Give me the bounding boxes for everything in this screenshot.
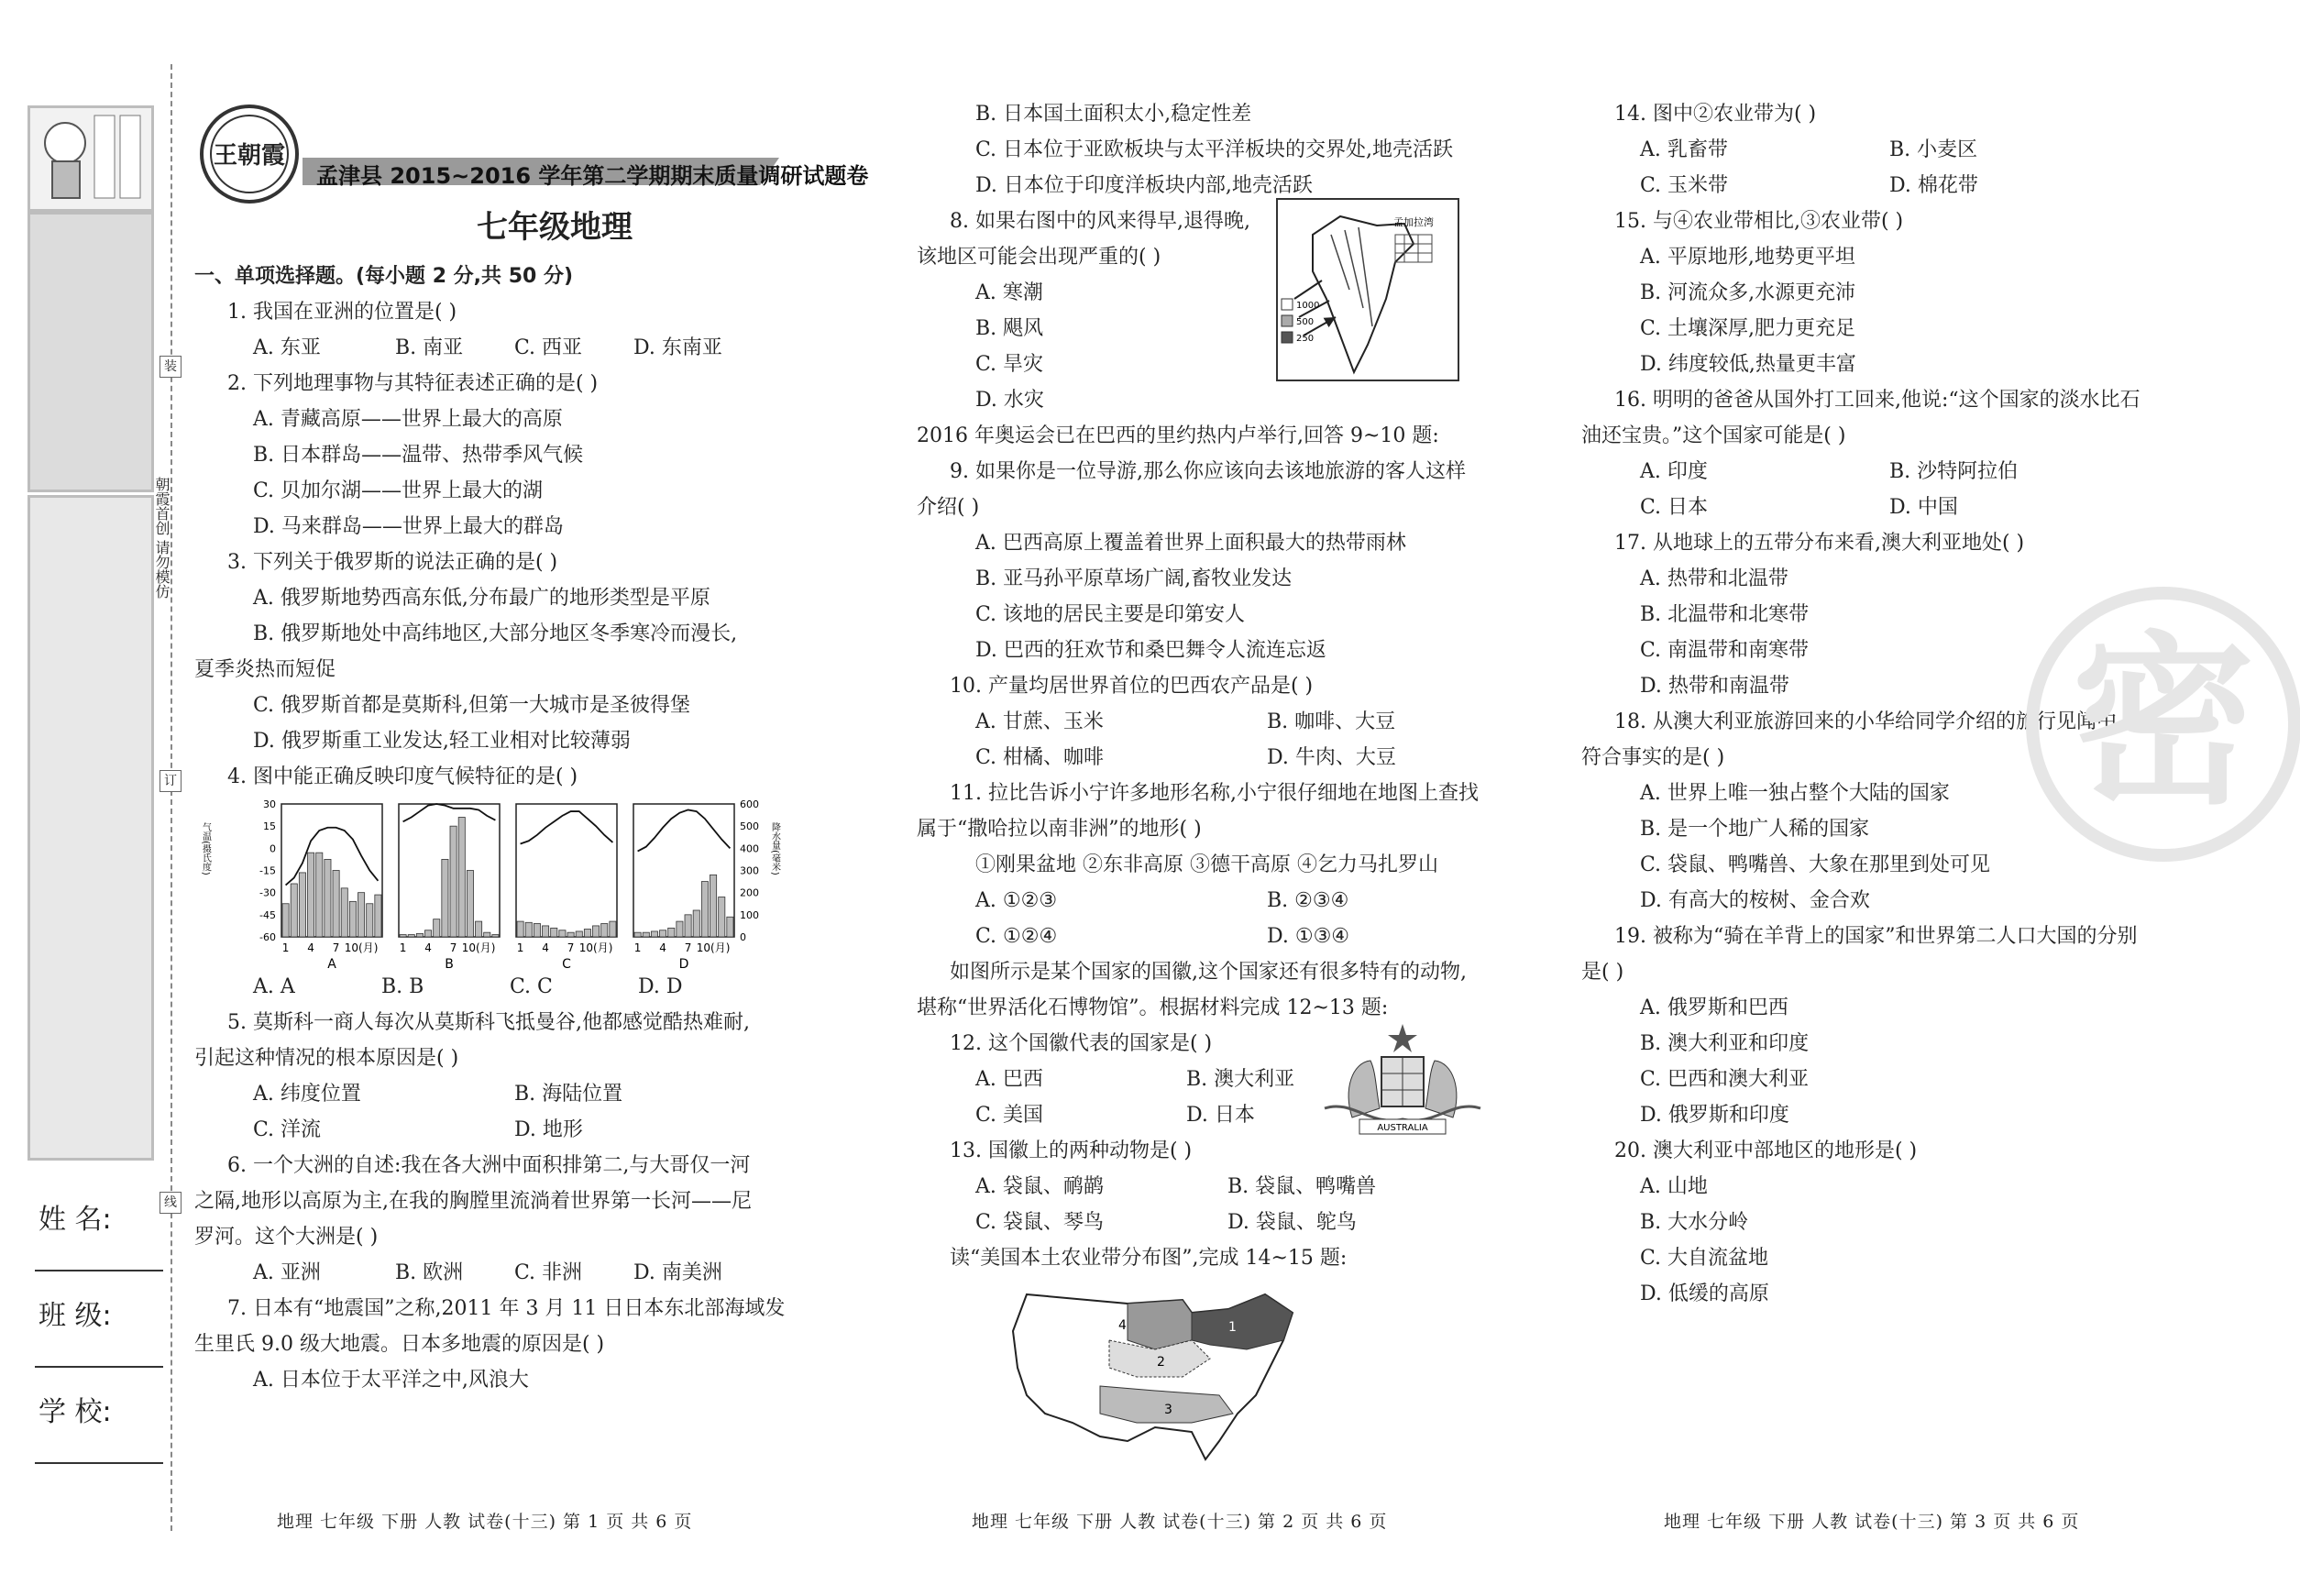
- q15-stem: 15. 与④农业带相比,③农业带( ): [1614, 210, 1904, 233]
- right-axis-label: 降水量(毫米): [769, 822, 780, 875]
- right-tick-1: 500: [740, 820, 759, 833]
- q14-options-row2: [1581, 168, 2214, 204]
- q1-option-c[interactable]: C. 西亚: [514, 336, 583, 359]
- us-map-label-2: 2: [1157, 1355, 1165, 1370]
- logo: [193, 92, 312, 211]
- intro-12-13-cont: 堪称“世界活化石博物馆”。根据材料完成 12~13 题:: [917, 996, 1389, 1019]
- logo-text: 王朝霞: [213, 142, 286, 170]
- q3-option-d[interactable]: D. 俄罗斯重工业发达,轻工业相对比较薄弱: [253, 730, 631, 753]
- q14-option-a[interactable]: A. 乳畜带: [1640, 138, 1728, 161]
- panel-label-C: C: [562, 957, 571, 969]
- watermark-text: 密: [2071, 616, 2255, 830]
- q16-options-row2: [1581, 490, 2214, 525]
- q3-option-a[interactable]: A. 俄罗斯地势西高东低,分布最广的地形类型是平原: [253, 587, 710, 610]
- q3-option-c[interactable]: C. 俄罗斯首都是莫斯科,但第一大城市是圣彼得堡: [253, 694, 691, 717]
- q19-option-a[interactable]: A. 俄罗斯和巴西: [1640, 996, 1788, 1019]
- q7-stem: 7. 日本有“地震国”之称,2011 年 3 月 11 日日本东北部海域发: [227, 1297, 786, 1320]
- q19-stem: 19. 被称为“骑在羊背上的国家”和世界第二人口大国的分别: [1614, 925, 2138, 948]
- panel-A-precip-bar: [308, 853, 314, 937]
- q13-options-row2: [917, 1205, 1503, 1240]
- q7-option-b[interactable]: B. 日本国土面积太小,稳定性差: [975, 103, 1252, 126]
- q13-option-a[interactable]: A. 袋鼠、鸸鹋: [975, 1175, 1104, 1198]
- section-title: 一、单项选择题。(每小题 2 分,共 50 分): [194, 265, 574, 288]
- q6-option-c[interactable]: C. 非洲: [514, 1261, 583, 1284]
- watermark-seal: [2026, 587, 2300, 862]
- q9-option-d[interactable]: D. 巴西的狂欢节和桑巴舞令人流连忘返: [975, 639, 1326, 662]
- q8-option-b[interactable]: B. 飓风: [975, 317, 1044, 340]
- q19-option-d[interactable]: D. 俄罗斯和印度: [1640, 1104, 1789, 1127]
- panel-D-precip-bar: [634, 932, 641, 937]
- panel-C-precip-bar: [576, 931, 582, 937]
- panel-D-precip-bar: [701, 882, 708, 937]
- q17-option-a[interactable]: A. 热带和北温带: [1640, 567, 1788, 590]
- q13-stem: 13. 国徽上的两种动物是( ): [950, 1139, 1193, 1162]
- right-tick-5: 100: [740, 908, 759, 921]
- q2-option-d[interactable]: D. 马来群岛——世界上最大的群岛: [253, 515, 564, 538]
- q11-items: ①刚果盆地 ②东非高原 ③德干高原 ④乞力马扎罗山: [975, 853, 1438, 876]
- q13-option-b[interactable]: B. 袋鼠、鸭嘴兽: [1227, 1175, 1377, 1198]
- panel-A-x-label: 7: [332, 941, 340, 954]
- panel-C-precip-bar: [559, 930, 566, 937]
- footer-page-1: 地理 七年级 下册 人教 试卷(十三) 第 1 页 共 6 页: [277, 1512, 693, 1532]
- q12-option-b[interactable]: B. 澳大利亚: [1186, 1068, 1295, 1091]
- q16-option-b[interactable]: B. 沙特阿拉伯: [1889, 460, 2019, 483]
- sidebar-reading-box: [28, 495, 154, 1161]
- panel-A-precip-bar: [358, 893, 365, 937]
- panel-C-x-label: 1: [516, 941, 524, 954]
- q18-stem-cont: 符合事实的是( ): [1581, 746, 1725, 769]
- panel-D-precip-bar: [660, 930, 666, 937]
- q1-option-b[interactable]: B. 南亚: [395, 336, 464, 359]
- q8-stem-cont: 该地区可能会出现严重的( ): [917, 246, 1161, 269]
- q20-option-c[interactable]: C. 大自流盆地: [1640, 1247, 1769, 1270]
- panel-D-precip-bar: [710, 875, 717, 937]
- panel-C-x-label: 4: [542, 941, 549, 954]
- panel-label-A: A: [327, 957, 336, 969]
- q14-option-d[interactable]: D. 棉花带: [1889, 174, 1978, 197]
- panel-label-B: B: [445, 957, 454, 969]
- q9-stem-cont: 介绍( ): [917, 496, 980, 519]
- q7-option-c[interactable]: C. 日本位于亚欧板块与太平洋板块的交界处,地壳活跃: [975, 138, 1454, 161]
- q19-option-b[interactable]: B. 澳大利亚和印度: [1640, 1032, 1810, 1055]
- q20-option-b[interactable]: B. 大水分岭: [1640, 1211, 1749, 1234]
- intro-12-13: 如图所示是某个国家的国徽,这个国家还有很多特有的动物,: [950, 961, 1467, 984]
- fold-mark-2: 订: [160, 770, 182, 792]
- q2-option-b[interactable]: B. 日本群岛——温带、热带季风气候: [253, 444, 584, 467]
- q20-option-a[interactable]: A. 山地: [1640, 1175, 1708, 1198]
- class-label: 班 级:: [39, 1300, 112, 1332]
- panel-D-precip-bar: [668, 928, 675, 937]
- q14-stem: 14. 图中②农业带为( ): [1614, 103, 1817, 126]
- q8-block: [917, 204, 1503, 418]
- q11-option-c[interactable]: C. ①②④: [975, 925, 1058, 948]
- q6-option-d[interactable]: D. 南美洲: [633, 1261, 722, 1284]
- panel-C-precip-bar: [534, 924, 540, 938]
- right-tick-4: 200: [740, 886, 759, 899]
- panel-C-precip-bar: [525, 922, 532, 937]
- panel-C-frame: [516, 804, 617, 937]
- q8-option-c[interactable]: C. 旱灾: [975, 353, 1044, 376]
- panel-C-x-label: 7: [567, 941, 575, 954]
- panel-C-precip-bar: [601, 924, 608, 938]
- q4-option-c[interactable]: C. C: [510, 975, 553, 998]
- q11-options-row1: [917, 883, 1503, 919]
- panel-D-x-label: 7: [684, 941, 692, 954]
- q13-option-c[interactable]: C. 袋鼠、琴鸟: [975, 1211, 1105, 1234]
- q15-option-a[interactable]: A. 平原地形,地势更平坦: [1640, 246, 1855, 269]
- panel-A-precip-bar: [367, 904, 373, 937]
- q8-stem: 8. 如果右图中的风来得早,退得晚,: [950, 210, 1250, 233]
- q10-option-a[interactable]: A. 甘蔗、玉米: [975, 710, 1104, 733]
- q11-option-d[interactable]: D. ①③④: [1267, 925, 1350, 948]
- q13-option-d[interactable]: D. 袋鼠、鸵鸟: [1227, 1211, 1357, 1234]
- q18-stem: 18. 从澳大利亚旅游回来的小华给同学介绍的旅行见闻中,不: [1614, 710, 2143, 733]
- panel-B-precip-bar: [400, 935, 406, 937]
- q16-options-row1: [1581, 454, 2214, 490]
- q11-option-b[interactable]: B. ②③④: [1267, 889, 1349, 912]
- india-monsoon-map: [1276, 198, 1459, 381]
- q11-options-row2: [917, 919, 1503, 954]
- q6-option-b[interactable]: B. 欧洲: [395, 1261, 464, 1284]
- q4-option-a[interactable]: A. A: [253, 975, 295, 998]
- column-2: [917, 96, 1503, 1480]
- q7-option-d[interactable]: D. 日本位于印度洋板块内部,地壳活跃: [975, 174, 1313, 197]
- school-field-line[interactable]: [35, 1462, 163, 1464]
- q3-option-b[interactable]: B. 俄罗斯地处中高纬地区,大部分地区冬季寒冷而漫长,: [253, 622, 738, 645]
- q18-option-b[interactable]: B. 是一个地广人稀的国家: [1640, 818, 1870, 841]
- panel-C-precip-bar: [593, 926, 600, 937]
- q16-option-a[interactable]: A. 印度: [1640, 460, 1708, 483]
- q5-option-a[interactable]: A. 纬度位置: [253, 1083, 361, 1106]
- panel-B-precip-bar: [450, 826, 457, 937]
- q10-options-row2: [917, 740, 1503, 776]
- q19-stem-cont: 是( ): [1581, 961, 1624, 984]
- panel-D-x-label: 4: [659, 941, 666, 954]
- q11-stem-cont: 属于“撒哈拉以南非洲”的地形( ): [917, 818, 1202, 841]
- q10-option-c[interactable]: C. 柑橘、咖啡: [975, 746, 1105, 769]
- panel-A-precip-bar: [349, 901, 356, 937]
- q16-stem-cont: 油还宝贵。”这个国家可能是( ): [1581, 424, 1846, 447]
- q14-option-c[interactable]: C. 玉米带: [1640, 174, 1729, 197]
- panel-C-x-label: 10(月): [578, 941, 613, 954]
- left-tick-6: -60: [259, 931, 276, 943]
- q1-option-d[interactable]: D. 东南亚: [633, 336, 722, 359]
- q2-option-c[interactable]: C. 贝加尔湖——世界上最大的湖: [253, 479, 544, 502]
- q10-options-row1: [917, 704, 1503, 740]
- panel-B-precip-bar: [425, 930, 432, 937]
- q5-stem: 5. 莫斯科一商人每次从莫斯科飞抵曼谷,他都感觉酷热难耐,: [227, 1011, 750, 1034]
- logo-seal-icon: [193, 92, 312, 211]
- panel-B-x-label: 4: [424, 941, 432, 954]
- q3-stem: 3. 下列关于俄罗斯的说法正确的是( ): [227, 551, 558, 574]
- q15-option-d[interactable]: D. 纬度较低,热量更丰富: [1640, 353, 1856, 376]
- q6-option-a[interactable]: A. 亚洲: [253, 1261, 321, 1284]
- q11-stem: 11. 拉比告诉小宁许多地形名称,小宁很仔细地在地图上查找: [950, 782, 1479, 805]
- q8-option-a[interactable]: A. 寒潮: [975, 281, 1043, 304]
- panel-C-precip-bar: [543, 926, 549, 937]
- left-tick-0: 30: [263, 798, 276, 810]
- panel-A-precip-bar: [291, 884, 297, 937]
- q2-option-a[interactable]: A. 青藏高原——世界上最大的高原: [253, 408, 563, 431]
- panel-C-precip-bar: [610, 921, 616, 937]
- q12-stem: 12. 这个国徽代表的国家是( ): [950, 1032, 1213, 1055]
- q17-option-c[interactable]: C. 南温带和南寒带: [1640, 639, 1810, 662]
- left-tick-1: 15: [263, 820, 276, 833]
- fold-mark-1: 装: [160, 356, 182, 378]
- q15-option-c[interactable]: C. 土壤深厚,肥力更充足: [1640, 317, 1856, 340]
- panel-C-precip-bar: [567, 932, 574, 937]
- panel-C-precip-bar: [551, 928, 557, 937]
- name-field-line[interactable]: [35, 1270, 163, 1271]
- footer-page-3: 地理 七年级 下册 人教 试卷(十三) 第 3 页 共 6 页: [1664, 1512, 2080, 1532]
- q1-option-a[interactable]: A. 东亚: [253, 336, 321, 359]
- q17-stem: 17. 从地球上的五带分布来看,澳大利亚地处( ): [1614, 532, 2025, 555]
- q9-option-c[interactable]: C. 该地的居民主要是印第安人: [975, 603, 1246, 626]
- q5-stem-cont: 引起这种情况的根本原因是( ): [194, 1047, 459, 1070]
- panel-B-precip-bar: [442, 859, 448, 937]
- emblem-label: AUSTRALIA: [1377, 1123, 1428, 1133]
- left-tick-5: -45: [259, 908, 276, 921]
- q18-option-a[interactable]: A. 世界上唯一独占整个大陆的国家: [1640, 782, 1950, 805]
- panel-A-precip-bar: [375, 895, 381, 937]
- intro-14-15: 读“美国本土农业带分布图”,完成 14~15 题:: [950, 1247, 1348, 1270]
- q4-stem: 4. 图中能正确反映印度气候特征的是( ): [227, 765, 578, 788]
- panel-D-precip-bar: [643, 932, 649, 937]
- q10-stem: 10. 产量均居世界首位的巴西农产品是( ): [950, 675, 1314, 698]
- right-tick-6: 0: [740, 931, 746, 943]
- q18-option-d[interactable]: D. 有高大的桉树、金合欢: [1640, 889, 1870, 912]
- panel-A-x-label: 4: [307, 941, 314, 954]
- q12-option-a[interactable]: A. 巴西: [975, 1068, 1043, 1091]
- q11-option-a[interactable]: A. ①②③: [975, 889, 1058, 912]
- q2-stem: 2. 下列地理事物与其特征表述正确的是( ): [227, 372, 599, 395]
- q16-option-c[interactable]: C. 日本: [1640, 496, 1709, 519]
- left-tick-4: -30: [259, 886, 276, 899]
- q17-option-d[interactable]: D. 热带和南温带: [1640, 675, 1789, 698]
- q20-option-d[interactable]: D. 低缓的高原: [1640, 1282, 1769, 1305]
- q7-option-a[interactable]: A. 日本位于太平洋之中,风浪大: [253, 1369, 529, 1392]
- q12-option-d[interactable]: D. 日本: [1186, 1104, 1255, 1127]
- panel-A-precip-bar: [325, 859, 331, 937]
- q6-stem-cont: 之隔,地形以高原为主,在我的胸膛里流淌着世界第一长河——尼: [194, 1190, 752, 1213]
- panel-B-x-label: 1: [399, 941, 407, 954]
- q16-option-d[interactable]: D. 中国: [1889, 496, 1958, 519]
- exam-title: 孟津县 2015~2016 学年第二学期期末质量调研试题卷: [316, 163, 869, 189]
- panel-B-precip-bar: [492, 935, 499, 937]
- name-label: 姓 名:: [39, 1204, 112, 1236]
- panel-B-precip-bar: [484, 932, 490, 937]
- panel-A-x-label: 1: [281, 941, 290, 954]
- subject-title: 七年级地理: [477, 209, 633, 246]
- panel-A-precip-bar: [333, 871, 339, 938]
- map-legend-1000: 1000: [1296, 301, 1320, 311]
- panel-B-precip-bar: [467, 871, 473, 938]
- intro-9-10: 2016 年奥运会已在巴西的里约热内卢举行,回答 9~10 题:: [917, 424, 1439, 447]
- panel-D-precip-bar: [677, 921, 683, 937]
- sidebar-side-note: 朝霞首创 请勿模仿: [153, 477, 171, 600]
- q14-options-row1: [1581, 132, 2214, 168]
- q16-stem: 16. 明明的爸爸从国外打工回来,他说:“这个国家的淡水比石: [1614, 389, 2140, 412]
- q9-option-b[interactable]: B. 亚马孙平原草场广阔,畜牧业发达: [975, 567, 1293, 590]
- q14-option-b[interactable]: B. 小麦区: [1889, 138, 1978, 161]
- sidebar: [28, 105, 151, 1160]
- q19-option-c[interactable]: C. 巴西和澳大利亚: [1640, 1068, 1810, 1091]
- q9-stem: 9. 如果你是一位导游,那么你应该向去该地旅游的客人这样: [950, 460, 1466, 483]
- q8-option-d[interactable]: D. 水灾: [975, 389, 1044, 412]
- q3-option-b-cont: 夏季炎热而短促: [194, 658, 336, 681]
- panel-B-precip-bar: [476, 921, 482, 937]
- q6-options: [194, 1255, 909, 1291]
- q1-stem: 1. 我国在亚洲的位置是( ): [227, 301, 457, 324]
- panel-label-D: D: [678, 957, 689, 969]
- map-legend-250: 250: [1296, 334, 1315, 344]
- fold-mark-3: 线: [160, 1192, 182, 1214]
- right-tick-0: 600: [740, 798, 759, 810]
- us-map-label-4: 4: [1118, 1318, 1127, 1333]
- panel-D-precip-bar: [693, 910, 699, 937]
- q5-options-row1: [194, 1076, 909, 1112]
- map-label-bay: 孟加拉湾: [1393, 216, 1434, 228]
- q13-options-row1: [917, 1169, 1503, 1205]
- panel-B-frame: [399, 804, 500, 937]
- q1-options: [194, 330, 909, 366]
- q9-option-a[interactable]: A. 巴西高原上覆盖着世界上面积最大的热带雨林: [975, 532, 1406, 555]
- panel-D-precip-bar: [727, 917, 733, 937]
- us-map-label-1: 1: [1228, 1320, 1237, 1335]
- australia-emblem: [1315, 1017, 1490, 1145]
- panel-D-precip-bar: [651, 931, 657, 937]
- panel-D-x-label: 10(月): [696, 941, 731, 954]
- fold-line: [171, 64, 172, 1531]
- us-agriculture-map: [917, 1276, 1503, 1469]
- us-map-label-3: 3: [1164, 1403, 1172, 1417]
- q17-option-b[interactable]: B. 北温带和北寒带: [1640, 603, 1810, 626]
- class-field-line[interactable]: [35, 1366, 163, 1368]
- right-tick-2: 400: [740, 842, 759, 855]
- q5-options-row2: [194, 1112, 909, 1148]
- left-tick-3: -15: [259, 864, 276, 877]
- panel-B-precip-bar: [416, 933, 423, 937]
- sidebar-quote-box: [28, 212, 154, 492]
- q10-option-b[interactable]: B. 咖啡、大豆: [1267, 710, 1396, 733]
- panel-C-precip-bar: [517, 921, 523, 937]
- q6-stem: 6. 一个大洲的自述:我在各大洲中面积排第二,与大哥仅一河: [227, 1154, 751, 1177]
- q5-option-d[interactable]: D. 地形: [514, 1118, 583, 1141]
- panel-B-precip-bar: [458, 818, 465, 938]
- q4-option-d[interactable]: D. D: [638, 975, 683, 998]
- q12-13-block: [917, 1026, 1503, 1240]
- q18-option-c[interactable]: C. 袋鼠、鸭嘴兽、大象在那里到处可见: [1640, 853, 1991, 876]
- footer-page-2: 地理 七年级 下册 人教 试卷(十三) 第 2 页 共 6 页: [972, 1512, 1388, 1532]
- q4-option-b[interactable]: B. B: [381, 975, 424, 998]
- panel-D-precip-bar: [719, 897, 725, 938]
- q5-option-b[interactable]: B. 海陆位置: [514, 1083, 623, 1106]
- panel-D-precip-bar: [685, 915, 691, 937]
- panel-C-precip-bar: [584, 930, 590, 937]
- confucius-portrait-icon: [30, 108, 151, 209]
- q20-stem: 20. 澳大利亚中部地区的地形是( ): [1614, 1139, 1918, 1162]
- panel-B-precip-bar: [434, 919, 440, 937]
- q6-stem-cont2: 罗河。这个大洲是( ): [194, 1226, 379, 1249]
- panel-B-x-label: 7: [449, 941, 457, 954]
- left-axis-label: 气温(摄氏度): [200, 822, 211, 875]
- panel-B-x-label: 10(月): [461, 941, 496, 954]
- panel-A-precip-bar: [282, 904, 289, 937]
- panel-A-x-label: 10(月): [344, 941, 379, 954]
- panel-A-precip-bar: [299, 873, 305, 937]
- q4-options: [194, 969, 909, 1005]
- panel-D-x-label: 1: [633, 941, 642, 954]
- left-tick-2: 0: [270, 842, 276, 855]
- panel-A-precip-bar: [341, 888, 347, 937]
- climate-charts: [194, 795, 909, 969]
- map-legend-500: 500: [1296, 317, 1315, 327]
- q4-chart-area: [194, 795, 909, 969]
- column-1: [194, 259, 909, 1398]
- q7-stem-cont: 生里氏 9.0 级大地震。日本多地震的原因是( ): [194, 1333, 605, 1356]
- sidebar-portrait-box: [28, 105, 154, 212]
- q12-option-c[interactable]: C. 美国: [975, 1104, 1044, 1127]
- right-tick-3: 300: [740, 864, 759, 877]
- q15-option-b[interactable]: B. 河流众多,水源更充沛: [1640, 281, 1856, 304]
- panel-B-precip-bar: [408, 935, 414, 937]
- q10-option-d[interactable]: D. 牛肉、大豆: [1267, 746, 1396, 769]
- q5-option-c[interactable]: C. 洋流: [253, 1118, 322, 1141]
- school-label: 学 校:: [39, 1396, 112, 1428]
- panel-A-precip-bar: [316, 853, 323, 937]
